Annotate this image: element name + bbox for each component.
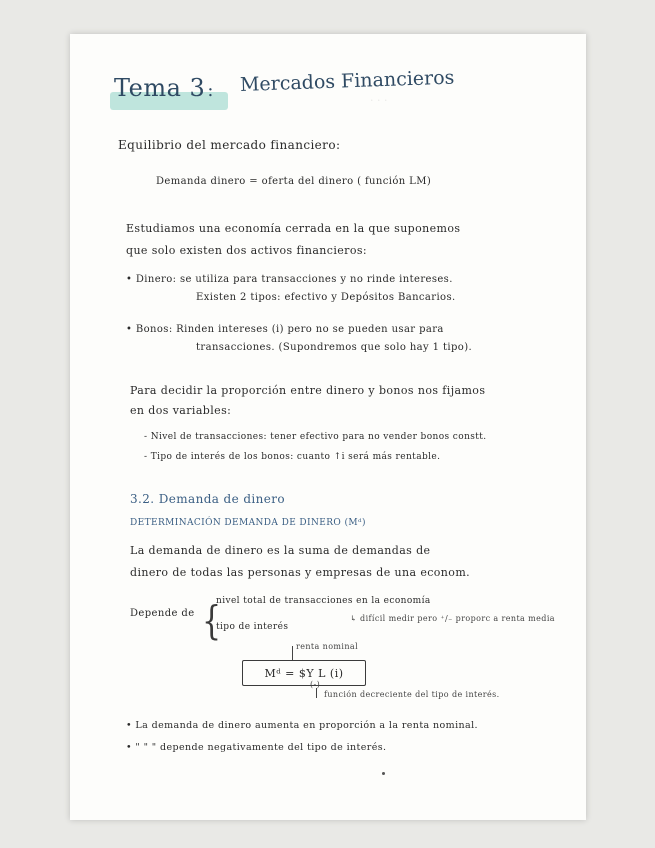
line-conclusion-2: • " " " depende negativamente del tipo de interés. bbox=[126, 742, 387, 753]
line-estudiamos-2: que solo existen dos activos financieros: bbox=[126, 244, 368, 257]
line-para-1: Para decidir la proporción entre dinero y bonos nos fijamos bbox=[130, 384, 486, 397]
line-dinero-1: • Dinero: se utiliza para transacciones y no rinde intereses. bbox=[126, 274, 453, 285]
title-tema: Tema 3 bbox=[114, 74, 206, 102]
formula: Mᵈ = $Y L (i) bbox=[264, 666, 344, 680]
line-bonos-2: transacciones. (Supondremos que solo hay 1 tipo). bbox=[196, 342, 473, 353]
line-variable-1: - Nivel de transacciones: tener efectivo para no vender bonos constt. bbox=[144, 432, 487, 442]
subheading-determinacion: DETERMINACIÓN DEMANDA DE DINERO (Mᵈ) bbox=[130, 518, 366, 528]
line-bonos-1: • Bonos: Rinden intereses (i) pero no se pueden usar para bbox=[126, 324, 444, 335]
arrow-renta-icon bbox=[292, 646, 293, 660]
label-depende-de: Depende de bbox=[130, 608, 195, 619]
line-estudiamos-1: Estudiamos una economía cerrada en la que suponemos bbox=[126, 222, 461, 235]
label-renta-nominal: renta nominal bbox=[296, 642, 359, 651]
line-para-2: en dos variables: bbox=[130, 404, 232, 417]
line-la-demanda-1: La demanda de dinero es la suma de demandas de bbox=[130, 544, 431, 557]
arrow-funcion-icon bbox=[316, 688, 317, 698]
note-dificil: ↳ difícil medir pero ⁺/₋ proporc a renta media bbox=[350, 614, 555, 623]
notebook-page bbox=[70, 34, 586, 820]
line-dinero-2: Existen 2 tipos: efectivo y Depósitos Bancarios. bbox=[196, 292, 456, 303]
line-la-demanda-2: dinero de todas las personas y empresas de una econom. bbox=[130, 566, 471, 579]
line-demanda-oferta: Demanda dinero = oferta del dinero ( función LM) bbox=[156, 176, 432, 187]
page-title bbox=[114, 66, 455, 110]
label-funcion-decreciente: función decreciente del tipo de interés. bbox=[324, 690, 500, 699]
heading-equilibrio: Equilibrio del mercado financiero: bbox=[118, 138, 341, 152]
label-signo: (-) bbox=[310, 680, 321, 689]
formula-box bbox=[242, 660, 366, 686]
line-nivel-total: nivel total de transacciones en la economía bbox=[216, 596, 431, 606]
section-heading: 3.2. Demanda de dinero bbox=[130, 492, 286, 506]
brace-icon: { bbox=[202, 598, 222, 645]
line-variable-2: - Tipo de interés de los bonos: cuanto ↑i será más rentable. bbox=[144, 452, 441, 462]
ink-dot bbox=[382, 772, 385, 775]
line-conclusion-1: • La demanda de dinero aumenta en proporción a la renta nominal. bbox=[126, 720, 478, 731]
bleed-through-text: · · · bbox=[370, 94, 388, 107]
line-tipo-interes: tipo de interés bbox=[216, 622, 289, 632]
title-subject: Mercados Financieros bbox=[239, 66, 455, 96]
title-colon: : bbox=[207, 80, 214, 101]
